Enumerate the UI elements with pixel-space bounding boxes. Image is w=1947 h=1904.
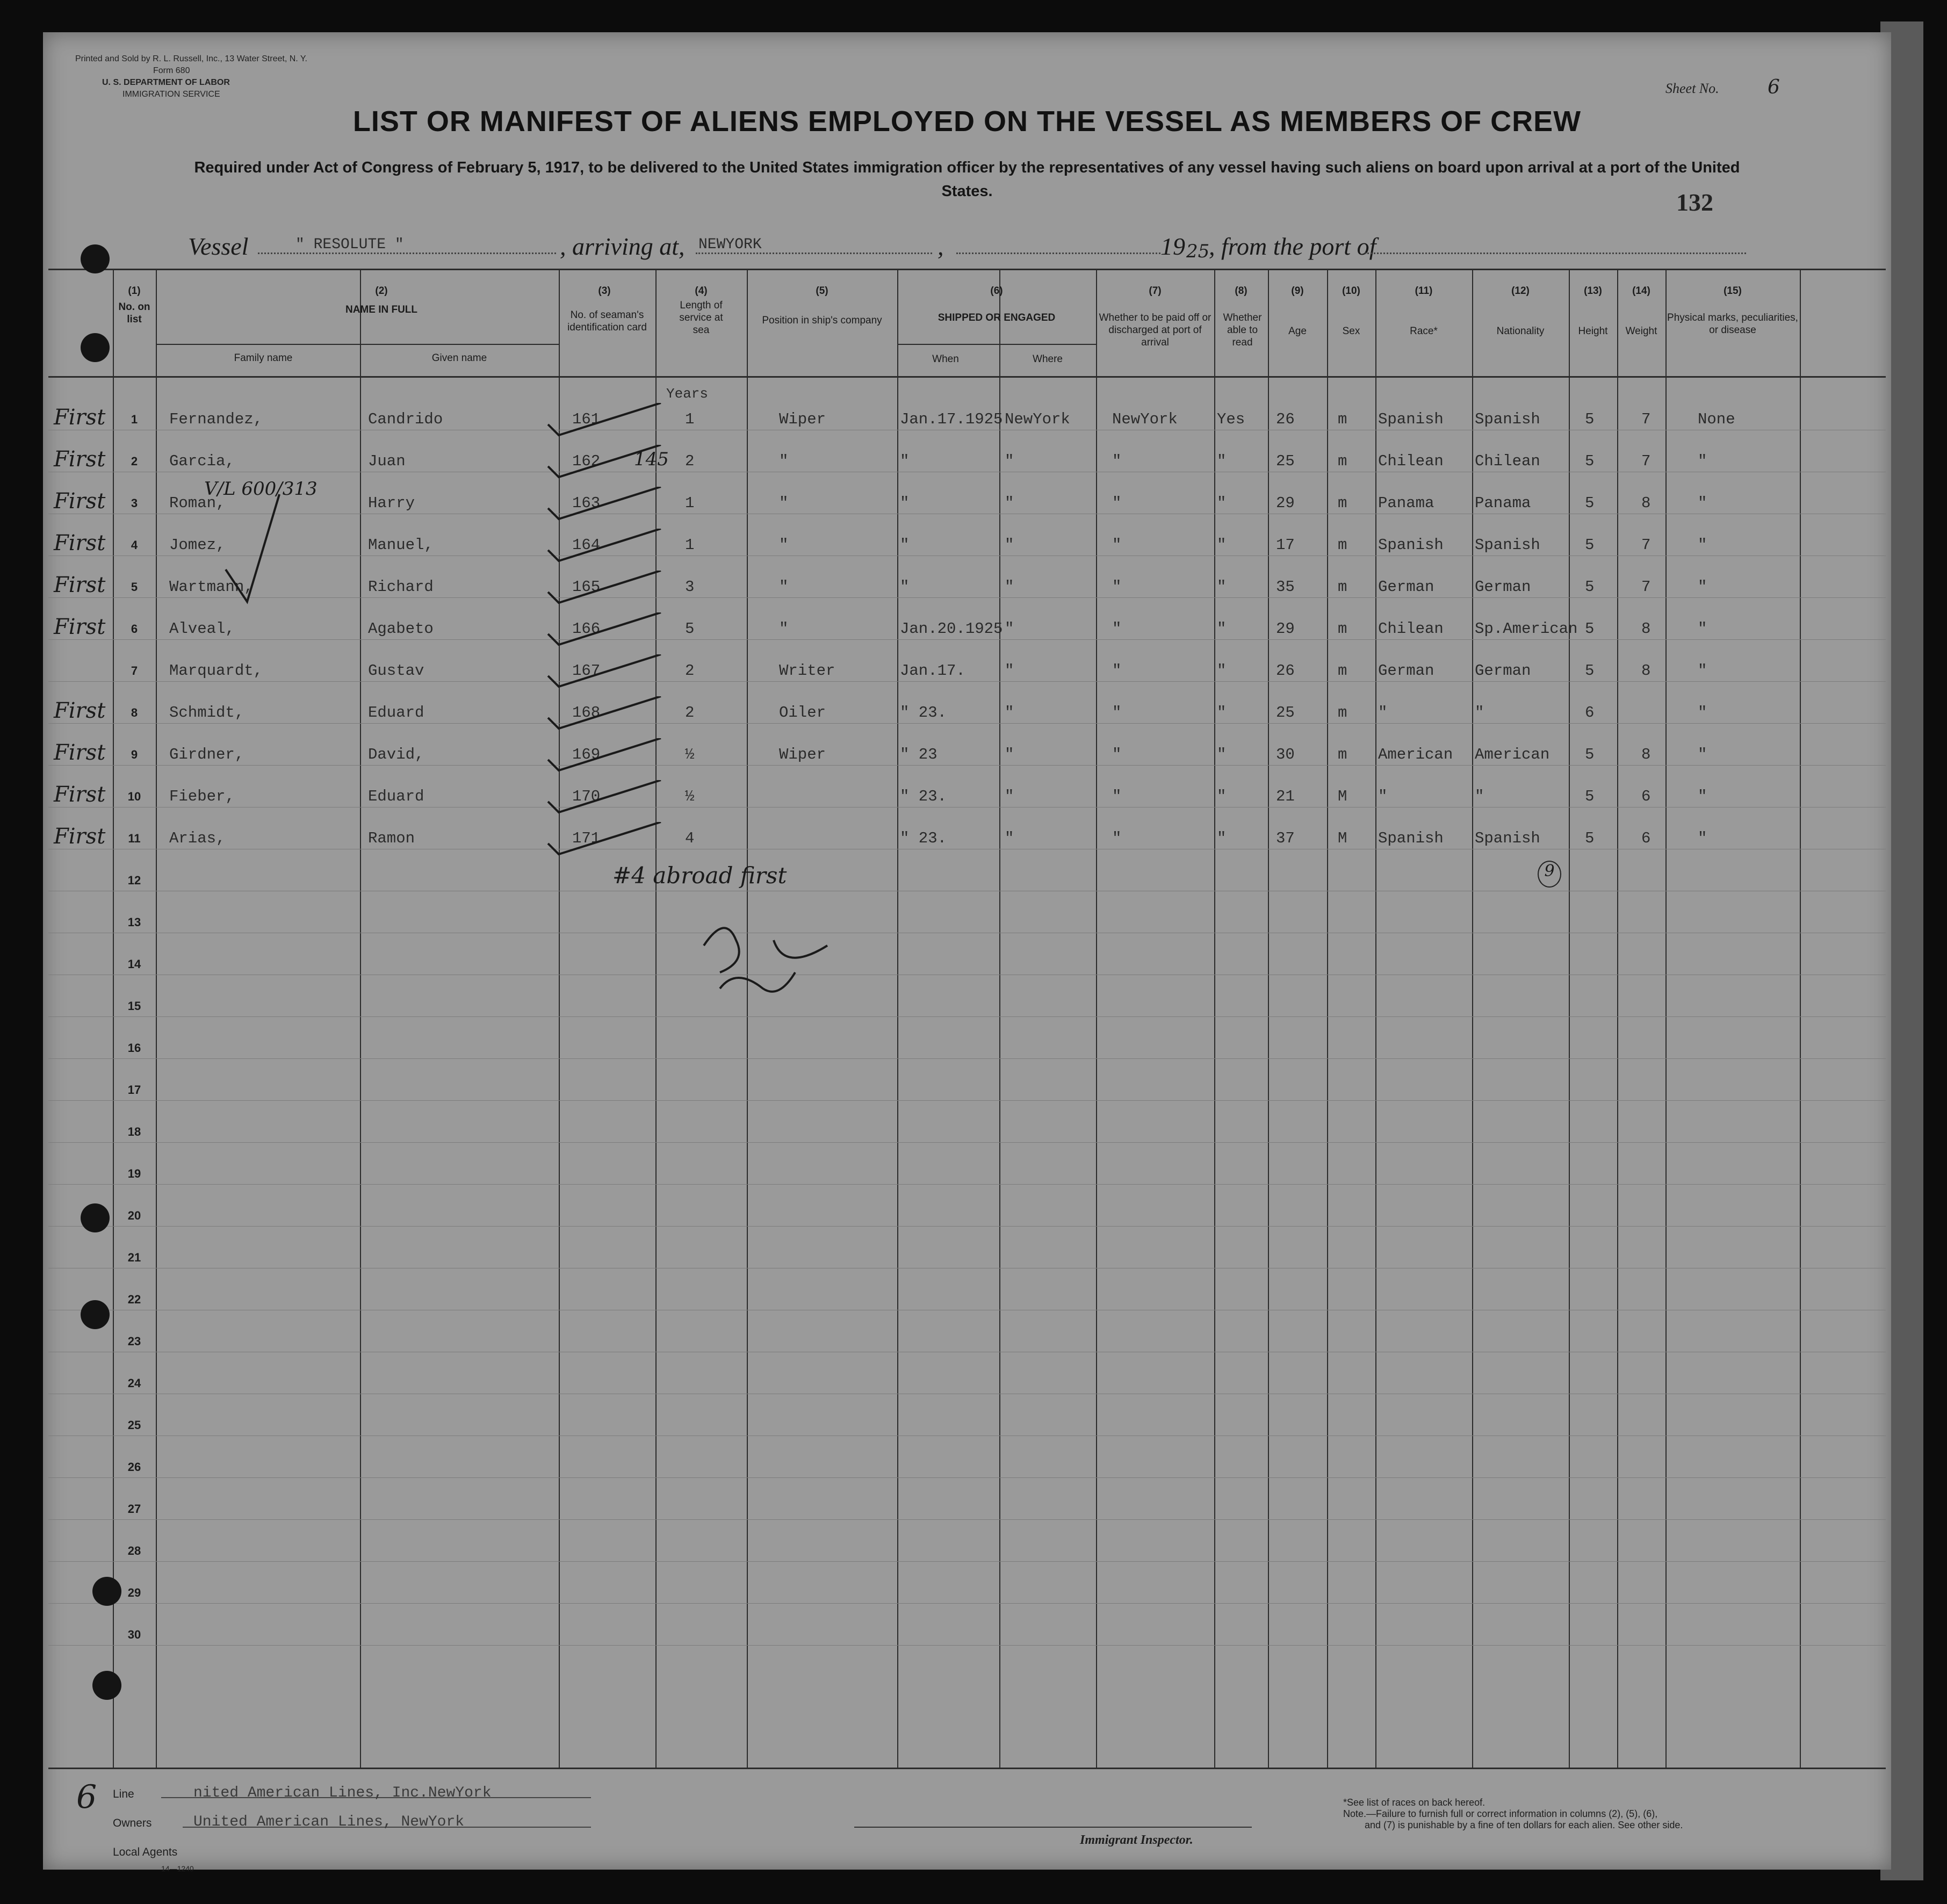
- col-4-num: (4): [695, 285, 708, 297]
- from-label: , from the port of: [1209, 233, 1376, 260]
- service-length-cell: 5: [685, 620, 695, 638]
- physical-marks-cell: ": [1698, 536, 1707, 554]
- able-to-read-cell: ": [1217, 662, 1227, 680]
- sex-cell: m: [1338, 452, 1347, 470]
- service-length-cell: 1: [685, 494, 695, 512]
- age-cell: 21: [1276, 788, 1295, 805]
- col-13-num: (13): [1584, 285, 1602, 297]
- race-cell: ": [1378, 704, 1388, 722]
- col-13-label: Height: [1578, 326, 1608, 337]
- weight-cell: 7: [1641, 578, 1651, 596]
- able-to-read-cell: ": [1217, 830, 1227, 847]
- inspector-rule: [854, 1827, 1252, 1828]
- binder-hole: [81, 244, 110, 273]
- department-name: U. S. DEPARTMENT OF LABOR: [102, 78, 230, 87]
- able-to-read-cell: ": [1217, 578, 1227, 596]
- shipped-where-cell: ": [1005, 830, 1014, 847]
- sex-cell: m: [1338, 746, 1347, 763]
- service-length-cell: 4: [685, 830, 695, 847]
- sex-cell: m: [1338, 410, 1347, 428]
- service-length-cell: 1: [685, 536, 695, 554]
- row-number: 7: [131, 664, 138, 677]
- shipped-where-cell: ": [1005, 578, 1014, 596]
- shipped-when-cell: ": [900, 578, 910, 596]
- paid-off-cell: ": [1112, 746, 1122, 763]
- paid-off-cell: ": [1112, 704, 1122, 722]
- age-cell: 35: [1276, 578, 1295, 596]
- margin-first-note: First: [54, 698, 106, 723]
- inspector-label: Immigrant Inspector.: [1080, 1833, 1193, 1847]
- shipped-when-cell: ": [900, 452, 910, 470]
- paid-off-cell: ": [1112, 536, 1122, 554]
- age-cell: 25: [1276, 452, 1295, 470]
- age-cell: 29: [1276, 494, 1295, 512]
- col-10-num: (10): [1342, 285, 1360, 297]
- physical-marks-cell: ": [1698, 746, 1707, 763]
- col-11-label: Race*: [1410, 326, 1438, 337]
- id-card-cell: 171: [572, 830, 601, 847]
- row-number: 3: [131, 496, 138, 510]
- sex-cell: m: [1338, 704, 1347, 722]
- service-name: IMMIGRATION SERVICE: [122, 90, 220, 99]
- paid-off-cell: ": [1112, 494, 1122, 512]
- col-7-num: (7): [1149, 285, 1162, 297]
- paid-off-cell: ": [1112, 578, 1122, 596]
- sex-cell: m: [1338, 536, 1347, 554]
- weight-cell: 6: [1641, 830, 1651, 847]
- col-15-num: (15): [1724, 285, 1742, 297]
- position-cell: ": [779, 578, 789, 596]
- id-card-cell: 164: [572, 536, 601, 554]
- physical-marks-cell: ": [1698, 620, 1707, 638]
- shipped-where-cell: ": [1005, 494, 1014, 512]
- age-cell: 26: [1276, 410, 1295, 428]
- nationality-cell: American: [1475, 746, 1550, 763]
- given-name-cell: Harry: [368, 494, 415, 512]
- able-to-read-cell: ": [1217, 620, 1227, 638]
- nationality-cell: German: [1475, 578, 1531, 596]
- age-cell: 25: [1276, 704, 1295, 722]
- sex-cell: m: [1338, 620, 1347, 638]
- form-number: Form 680: [153, 66, 190, 75]
- col-12-label: Nationality: [1496, 326, 1545, 337]
- row-number: 8: [131, 706, 138, 719]
- footnote-races: *See list of races on back hereof.: [1343, 1797, 1486, 1808]
- col-6-label: SHIPPED OR ENGAGED: [938, 312, 1056, 323]
- race-cell: ": [1378, 788, 1388, 805]
- margin-first-note: First: [54, 740, 106, 765]
- year-prefix: 19: [1160, 233, 1185, 260]
- card-note: 145: [634, 449, 669, 470]
- race-cell: German: [1378, 578, 1434, 596]
- col-2a-label: Family name: [234, 352, 293, 364]
- sheet-number-label: Sheet No.: [1665, 81, 1719, 96]
- physical-marks-cell: ": [1698, 578, 1707, 596]
- col-9-label: Age: [1288, 326, 1307, 337]
- family-name-cell: Fieber,: [169, 788, 235, 805]
- family-name-cell: Jomez,: [169, 536, 226, 554]
- given-name-cell: Juan: [368, 452, 406, 470]
- shipped-where-cell: NewYork: [1005, 410, 1070, 428]
- nationality-cell: Sp.American: [1475, 620, 1578, 638]
- height-cell: 5: [1585, 452, 1595, 470]
- race-cell: Chilean: [1378, 452, 1444, 470]
- years-label: Years: [666, 386, 709, 402]
- age-cell: 17: [1276, 536, 1295, 554]
- able-to-read-cell: ": [1217, 536, 1227, 554]
- col-7-label: Whether to be paid off or discharged at port of arrival: [1099, 312, 1212, 348]
- col-12-num: (12): [1511, 285, 1530, 297]
- paid-off-cell: ": [1112, 788, 1122, 805]
- binder-hole: [92, 1671, 121, 1700]
- row-number: 19: [127, 1167, 141, 1180]
- col-5-num: (5): [816, 285, 828, 297]
- nationality-cell: Panama: [1475, 494, 1531, 512]
- binder-hole: [81, 1300, 110, 1329]
- sheet-number-value: 6: [1768, 76, 1780, 98]
- sex-cell: m: [1338, 578, 1347, 596]
- footer-form-code: 14—1240: [161, 1864, 194, 1873]
- sex-cell: M: [1338, 830, 1347, 847]
- col-6b-label: Where: [1033, 354, 1063, 365]
- paid-off-cell: ": [1112, 452, 1122, 470]
- height-cell: 5: [1585, 578, 1595, 596]
- nationality-cell: Spanish: [1475, 536, 1540, 554]
- footnote-note: Note.—Failure to furnish full or correct information in columns (2), (5), (6),: [1343, 1808, 1658, 1819]
- weight-cell: 7: [1641, 536, 1651, 554]
- service-length-cell: 2: [685, 452, 695, 470]
- height-cell: 5: [1585, 410, 1595, 428]
- footnote-fine: and (7) is punishable by a fine of ten dollars for each alien. See other side.: [1365, 1820, 1683, 1830]
- shipped-when-cell: " 23.: [900, 830, 947, 847]
- nationality-cell: Chilean: [1475, 452, 1540, 470]
- row-number: 23: [127, 1335, 141, 1348]
- row-number: 6: [131, 622, 138, 636]
- physical-marks-cell: ": [1698, 662, 1707, 680]
- weight-cell: 8: [1641, 662, 1651, 680]
- col-3-label: No. of seaman's identification card: [567, 309, 647, 333]
- vessel-name: " RESOLUTE ": [295, 236, 404, 253]
- row-number: 25: [127, 1418, 141, 1432]
- shipped-where-cell: ": [1005, 788, 1014, 805]
- family-name-cell: Roman,: [169, 494, 226, 512]
- physical-marks-cell: ": [1698, 704, 1707, 722]
- abroad-note: #4 abroad first: [612, 862, 787, 889]
- col-1-num: (1): [128, 285, 141, 297]
- given-name-cell: Gustav: [368, 662, 424, 680]
- able-to-read-cell: ": [1217, 704, 1227, 722]
- row-number: 9: [131, 748, 138, 761]
- race-cell: American: [1378, 746, 1453, 763]
- row-number: 10: [127, 790, 141, 803]
- sex-cell: m: [1338, 494, 1347, 512]
- row-number: 29: [127, 1586, 141, 1599]
- family-name-cell: Garcia,: [169, 452, 235, 470]
- family-name-cell: Fernandez,: [169, 410, 263, 428]
- race-cell: Spanish: [1378, 410, 1444, 428]
- able-to-read-cell: Yes: [1217, 410, 1245, 428]
- shipped-when-cell: " 23.: [900, 788, 947, 805]
- sex-cell: m: [1338, 662, 1347, 680]
- given-name-cell: Candrido: [368, 410, 443, 428]
- owners-label: Owners: [113, 1817, 152, 1829]
- weight-cell: 8: [1641, 620, 1651, 638]
- weight-cell: 8: [1641, 494, 1651, 512]
- age-cell: 29: [1276, 620, 1295, 638]
- shipped-when-cell: ": [900, 536, 910, 554]
- shipped-where-cell: ": [1005, 452, 1014, 470]
- row-number: 21: [127, 1251, 141, 1264]
- paid-off-cell: ": [1112, 662, 1122, 680]
- height-cell: 6: [1585, 704, 1595, 722]
- service-length-cell: 1: [685, 410, 695, 428]
- scribble-signature: [704, 928, 739, 972]
- row-number: 16: [127, 1041, 141, 1055]
- vl-note: V/L 600/313: [204, 478, 318, 500]
- col-14-label: Weight: [1625, 326, 1657, 337]
- vessel-label: Vessel: [188, 233, 249, 260]
- col-4-label: Length of service at sea: [679, 300, 723, 336]
- age-cell: 37: [1276, 830, 1295, 847]
- position-cell: Writer: [779, 662, 835, 680]
- race-cell: Spanish: [1378, 536, 1444, 554]
- arriving-port: NEWYORK: [698, 236, 762, 253]
- id-card-cell: 162: [572, 452, 601, 470]
- row-number: 20: [127, 1209, 141, 1222]
- binder-hole: [92, 1577, 121, 1606]
- col-6-num: (6): [990, 285, 1003, 297]
- col-14-num: (14): [1632, 285, 1650, 297]
- arriving-label: , arriving at,: [560, 233, 685, 260]
- line-label: Line: [113, 1788, 134, 1800]
- row-number: 15: [127, 999, 141, 1013]
- col-8-num: (8): [1235, 285, 1247, 297]
- margin-first-note: First: [54, 573, 106, 597]
- nationality-cell: ": [1475, 704, 1484, 722]
- year-value: 25: [1186, 241, 1210, 262]
- family-name-cell: Alveal,: [169, 620, 235, 638]
- row-number: 12: [127, 874, 141, 887]
- physical-marks-cell: ": [1698, 830, 1707, 847]
- shipped-when-cell: " 23.: [900, 704, 947, 722]
- row-number: 1: [131, 413, 138, 426]
- shipped-when-cell: Jan.17.1925: [900, 410, 1003, 428]
- page-subtitle: Required under Act of Congress of February 5, 1917, to be delivered to the United States immigration officer by the representatives of any vessel having such aliens on board upon arrival at a port of the United States.: [194, 159, 1740, 200]
- checkmark-large: [226, 494, 279, 602]
- position-cell: ": [779, 620, 789, 638]
- col-11-num: (11): [1415, 285, 1433, 297]
- agents-label: Local Agents: [113, 1846, 178, 1858]
- nationality-cell: ": [1475, 788, 1484, 805]
- row-number: 5: [131, 580, 138, 594]
- shipped-where-cell: ": [1005, 536, 1014, 554]
- sex-cell: M: [1338, 788, 1347, 805]
- row-number: 24: [127, 1376, 141, 1390]
- shipped-where-cell: ": [1005, 620, 1014, 638]
- shipped-where-cell: ": [1005, 704, 1014, 722]
- margin-first-note: First: [54, 824, 106, 849]
- physical-marks-cell: ": [1698, 494, 1707, 512]
- able-to-read-cell: ": [1217, 788, 1227, 805]
- given-name-cell: Agabeto: [368, 620, 434, 638]
- able-to-read-cell: ": [1217, 494, 1227, 512]
- row-number: 18: [127, 1125, 141, 1138]
- col-6a-label: When: [932, 354, 959, 365]
- manifest-sheet: [43, 32, 1891, 1873]
- height-cell: 5: [1585, 662, 1595, 680]
- row-number: 22: [127, 1293, 141, 1306]
- height-cell: 5: [1585, 536, 1595, 554]
- col-9-num: (9): [1291, 285, 1304, 297]
- row-number: 27: [127, 1502, 141, 1516]
- shipped-when-cell: Jan.17.: [900, 662, 965, 680]
- shipped-where-cell: ": [1005, 746, 1014, 763]
- weight-cell: 7: [1641, 410, 1651, 428]
- col-5-label: Position in ship's company: [762, 315, 882, 326]
- height-cell: 5: [1585, 788, 1595, 805]
- sheet-margin-number: 6: [76, 1778, 97, 1816]
- paid-off-cell: NewYork: [1112, 410, 1178, 428]
- service-length-cell: ½: [685, 788, 695, 805]
- family-name-cell: Girdner,: [169, 746, 244, 763]
- shipped-when-cell: " 23: [900, 746, 938, 763]
- age-cell: 30: [1276, 746, 1295, 763]
- position-cell: Oiler: [779, 704, 826, 722]
- row-number: 26: [127, 1460, 141, 1474]
- given-name-cell: Eduard: [368, 704, 424, 722]
- id-card-cell: 168: [572, 704, 601, 722]
- race-cell: German: [1378, 662, 1434, 680]
- page-number: 132: [1676, 189, 1713, 216]
- id-card-cell: 170: [572, 788, 601, 805]
- family-name-cell: Schmidt,: [169, 704, 244, 722]
- id-card-cell: 161: [572, 410, 601, 428]
- given-name-cell: David,: [368, 746, 424, 763]
- height-cell: 5: [1585, 746, 1595, 763]
- paid-off-cell: ": [1112, 830, 1122, 847]
- height-cell: 5: [1585, 830, 1595, 847]
- margin-first-note: First: [54, 405, 106, 430]
- comma-sep: ,: [938, 233, 944, 260]
- shipped-where-cell: ": [1005, 662, 1014, 680]
- margin-first-note: First: [54, 782, 106, 807]
- row-number: 4: [131, 538, 138, 552]
- able-to-read-cell: ": [1217, 746, 1227, 763]
- weight-cell: 7: [1641, 452, 1651, 470]
- weight-cell: 6: [1641, 788, 1651, 805]
- col-2-label: NAME IN FULL: [345, 304, 418, 315]
- service-length-cell: ½: [685, 746, 695, 763]
- id-card-cell: 165: [572, 578, 601, 596]
- col-2-num: (2): [375, 285, 388, 297]
- col-2b-label: Given name: [431, 352, 487, 364]
- row-number: 13: [127, 915, 141, 929]
- paid-off-cell: ": [1112, 620, 1122, 638]
- printer-line: Printed and Sold by R. L. Russell, Inc., 13 Water Street, N. Y.: [75, 54, 307, 63]
- race-cell: Panama: [1378, 494, 1434, 512]
- circled-count: 9: [1538, 861, 1561, 888]
- race-cell: Chilean: [1378, 620, 1444, 638]
- id-card-cell: 169: [572, 746, 601, 763]
- family-name-cell: Arias,: [169, 830, 226, 847]
- row-number: 30: [127, 1628, 141, 1641]
- margin-first-note: First: [54, 615, 106, 639]
- shipped-when-cell: ": [900, 494, 910, 512]
- line-value: nited American Lines, Inc.NewYork: [193, 1785, 492, 1801]
- age-cell: 26: [1276, 662, 1295, 680]
- pen-marks: [43, 32, 1891, 1870]
- race-cell: Spanish: [1378, 830, 1444, 847]
- binder-hole: [81, 333, 110, 362]
- row-number: 11: [128, 832, 141, 845]
- given-name-cell: Eduard: [368, 788, 424, 805]
- physical-marks-cell: ": [1698, 452, 1707, 470]
- binder-hole: [81, 1203, 110, 1232]
- service-length-cell: 2: [685, 704, 695, 722]
- col-8-label: Whether able to read: [1223, 312, 1262, 348]
- id-card-cell: 163: [572, 494, 601, 512]
- col-3-num: (3): [598, 285, 611, 297]
- family-name-cell: Marquardt,: [169, 662, 263, 680]
- page-title: LIST OR MANIFEST OF ALIENS EMPLOYED ON THE VESSEL AS MEMBERS OF CREW: [352, 105, 1582, 138]
- nationality-cell: Spanish: [1475, 830, 1540, 847]
- col-15-label: Physical marks, peculiarities, or disease: [1667, 312, 1798, 336]
- scribble-sig-3: [774, 940, 827, 958]
- height-cell: 5: [1585, 620, 1595, 638]
- id-card-cell: 166: [572, 620, 601, 638]
- margin-first-note: First: [54, 447, 106, 472]
- nationality-cell: Spanish: [1475, 410, 1540, 428]
- position-cell: ": [779, 494, 789, 512]
- able-to-read-cell: ": [1217, 452, 1227, 470]
- row-number: 14: [127, 957, 141, 971]
- given-name-cell: Ramon: [368, 830, 415, 847]
- row-number: 2: [131, 455, 138, 468]
- owners-value: United American Lines, NewYork: [193, 1814, 465, 1830]
- physical-marks-cell: ": [1698, 788, 1707, 805]
- height-cell: 5: [1585, 494, 1595, 512]
- row-number: 28: [127, 1544, 141, 1557]
- service-length-cell: 2: [685, 662, 695, 680]
- scribble-sig-2: [720, 972, 795, 992]
- nationality-cell: German: [1475, 662, 1531, 680]
- given-name-cell: Manuel,: [368, 536, 434, 554]
- given-name-cell: Richard: [368, 578, 434, 596]
- position-cell: ": [779, 536, 789, 554]
- shipped-when-cell: Jan.20.1925: [900, 620, 1003, 638]
- position-cell: Wiper: [779, 410, 826, 428]
- col-1-label: No. on list: [118, 301, 150, 325]
- margin-first-note: First: [54, 489, 106, 514]
- weight-cell: 8: [1641, 746, 1651, 763]
- id-card-cell: 167: [572, 662, 601, 680]
- family-name-cell: Wartmann,: [169, 578, 254, 596]
- row-number: 17: [127, 1083, 141, 1097]
- physical-marks-cell: None: [1698, 410, 1735, 428]
- position-cell: ": [779, 452, 789, 470]
- position-cell: Wiper: [779, 746, 826, 763]
- margin-first-note: First: [54, 531, 106, 556]
- col-10-label: Sex: [1342, 326, 1360, 337]
- service-length-cell: 3: [685, 578, 695, 596]
